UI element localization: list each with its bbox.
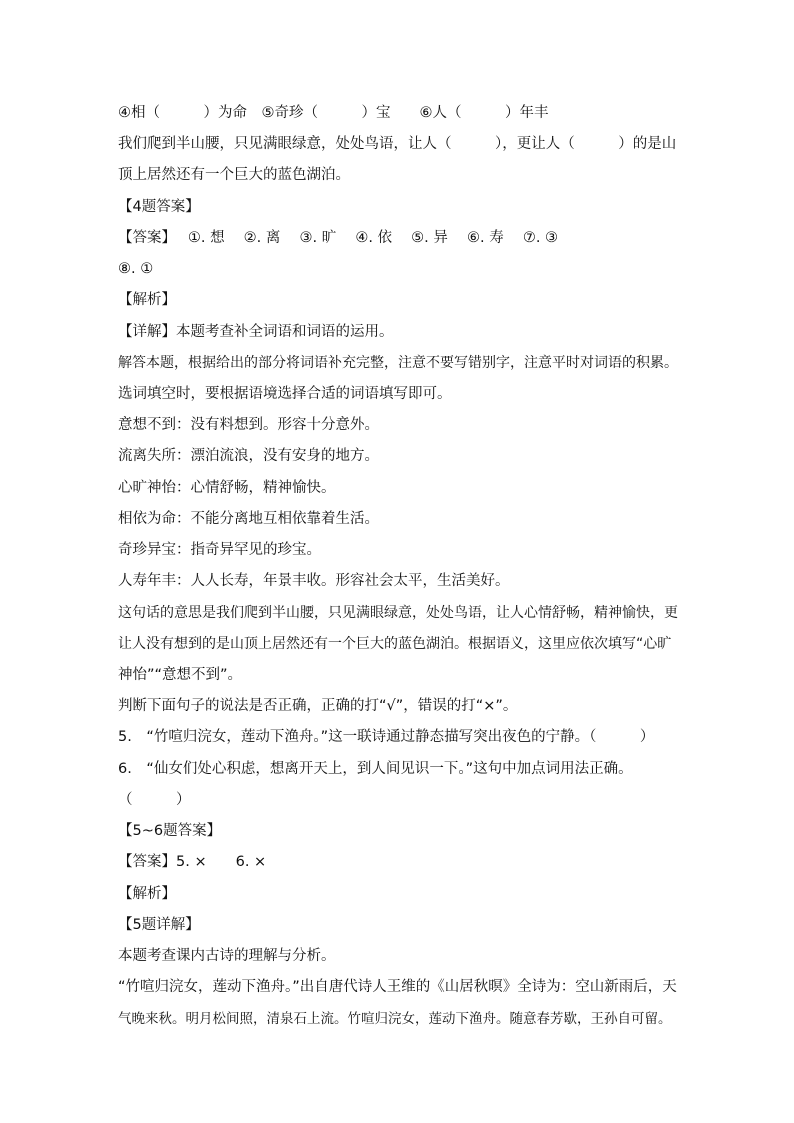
answer-heading: 【4题答案】 xyxy=(118,199,200,215)
analysis-heading: 【解析】 xyxy=(118,886,176,902)
text-line: 人寿年丰：人人长寿，年景丰收。形容社会太平，生活美好。 xyxy=(118,573,510,589)
text-line: 本题考查课内古诗的理解与分析。 xyxy=(118,948,336,964)
text-line: 我们爬到半山腰，只见满眼绿意，处处鸟语，让人（ ），更让人（ ）的是山 xyxy=(118,136,677,152)
text-line: 【详解】本题考查补全词语和词语的运用。 xyxy=(118,324,394,340)
text-line: 气晚来秋。明月松间照，清泉石上流。竹喧归浣女，莲动下渔舟。随意春芳歇，王孙自可留。 xyxy=(118,1011,672,1027)
question-6-blank: （ ） xyxy=(118,792,191,808)
text-line: 神怡”“意想不到”。 xyxy=(118,667,243,683)
text-line: 流离失所：漂泊流浪，没有安身的地方。 xyxy=(118,448,379,464)
text-line: 选词填空时，要根据语境选择合适的词语填写即可。 xyxy=(118,386,452,402)
text-line: 顶上居然还有一个巨大的蓝色湖泊。 xyxy=(118,167,350,183)
answer-line: ⑧. ① xyxy=(118,261,154,277)
question-5: 5. “竹喧归浣女，莲动下渔舟。”这一联诗通过静态描写突出夜色的宁静。（ ） xyxy=(118,729,655,745)
question-instruction: 判断下面句子的说法是否正确，正确的打“√”，错误的打“×”。 xyxy=(118,698,518,714)
text-line: 这句话的意思是我们爬到半山腰，只见满眼绿意，处处鸟语，让人心情舒畅，精神愉快，更 xyxy=(118,605,678,621)
text-line: 相依为命：不能分离地互相依靠着生活。 xyxy=(118,511,379,527)
text-line: 奇珍异宝：指奇异罕见的珍宝。 xyxy=(118,542,321,558)
answer-heading: 【5~6题答案】 xyxy=(118,823,222,839)
detail-heading: 【5题详解】 xyxy=(118,917,200,933)
text-line: 解答本题，根据给出的部分将词语补充完整，注意不要写错别字，注意平时对词语的积累。 xyxy=(118,355,678,371)
text-line: 意想不到：没有料想到。形容十分意外。 xyxy=(118,417,379,433)
answer-line: 【答案】 ①. 想 ②. 离 ③. 旷 ④. 依 ⑤. 异 ⑥. 寿 ⑦. ③ xyxy=(118,230,559,246)
answer-line: 【答案】5. × 6. × xyxy=(118,854,267,870)
text-line: 让人没有想到的是山顶上居然还有一个巨大的蓝色湖泊。根据语义，这里应依次填写“心旷 xyxy=(118,636,672,652)
analysis-heading: 【解析】 xyxy=(118,292,176,308)
question-6: 6. “仙女们处心积虑，想离开天上，到人间见识一下。”这句中加点词用法正确。 xyxy=(118,761,633,777)
text-line: “竹喧归浣女，莲动下渔舟。”出自唐代诗人王维的《山居秋暝》全诗为：空山新雨后，天 xyxy=(118,979,677,995)
text-line: ④相（ ）为命 ⑤奇珍（ ）宝 ⑥人（ ）年丰 xyxy=(118,105,549,121)
text-line: 心旷神怡：心情舒畅，精神愉快。 xyxy=(118,480,336,496)
